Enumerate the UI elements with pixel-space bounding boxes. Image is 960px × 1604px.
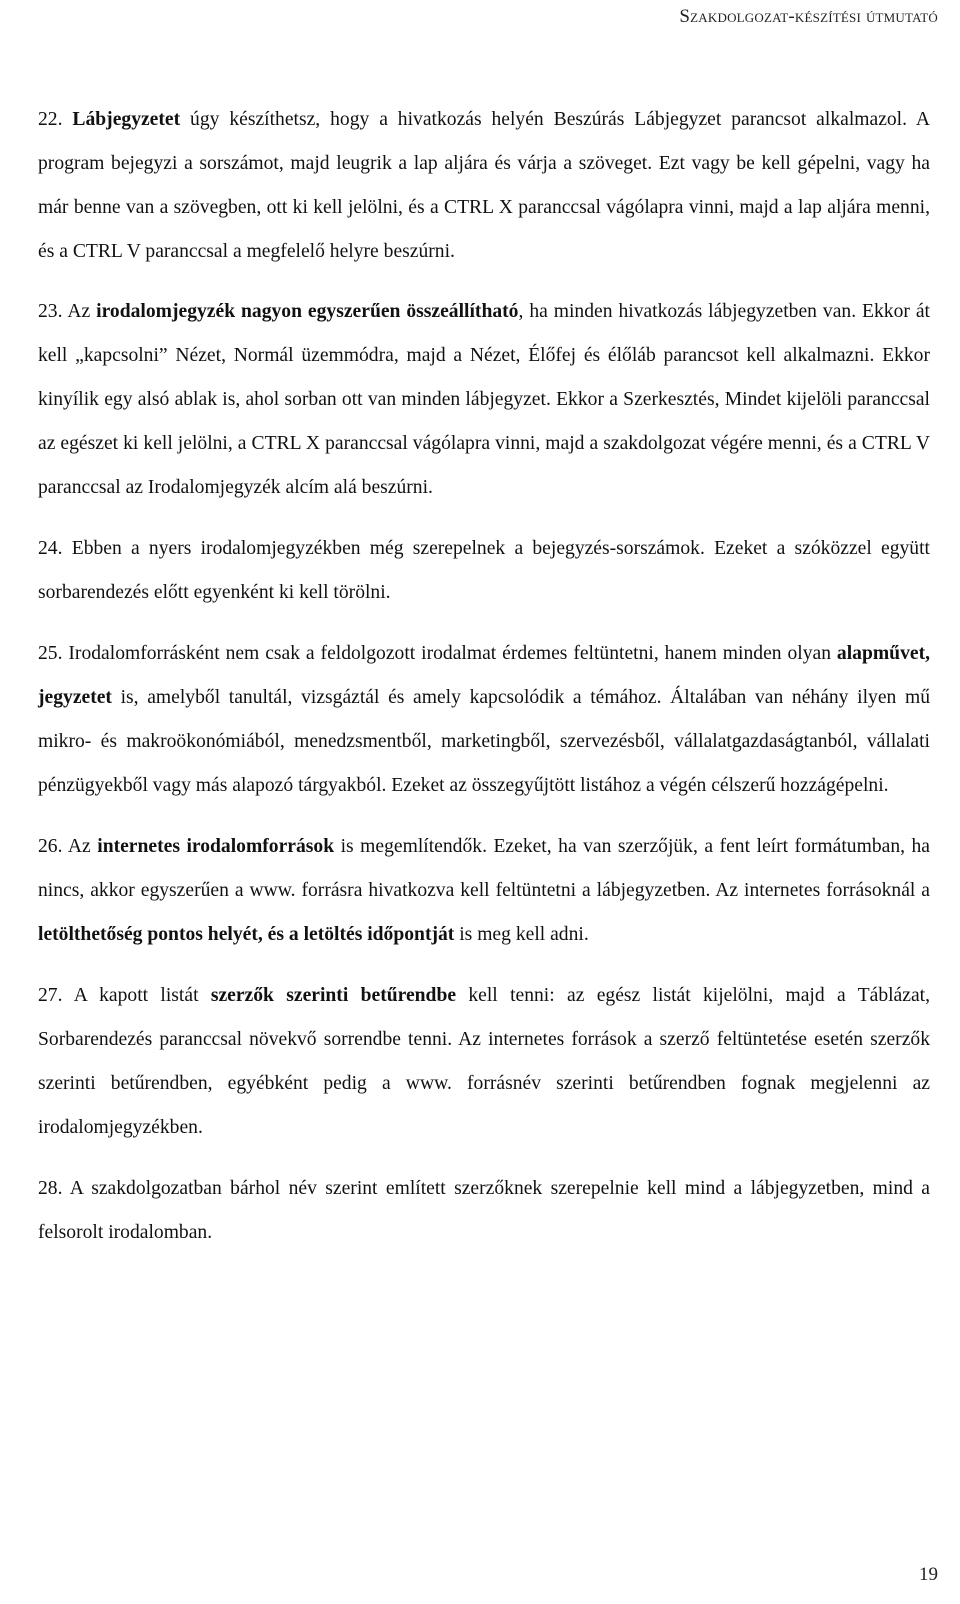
emphasis-text: Lábjegyzetet xyxy=(72,109,181,130)
list-item-text: is meg kell adni. xyxy=(454,924,589,945)
list-item-text: kell tenni: az egész listát kijelölni, majd a Táblázat, Sorbarendezés paranccsal növekvő sorrendbe tenni. Az internetes források a szerző feltüntetése esetén szerzők szerinti betűrendben, egyébként pedig a www. forrásnév szerinti betűrendben fognak megjelenni az irodalomjegyzékben. xyxy=(38,985,930,1138)
emphasis-text: alapművet, jegyzetet xyxy=(38,643,930,708)
page-number: 19 xyxy=(919,1564,938,1585)
list-item-text: 28. A szakdolgozatban bárhol név szerint említett szerzőknek szerepelnie kell mind a lábjegyzetben, mind a felsorolt irodalomban. xyxy=(38,1178,930,1243)
list-item-text: 27. A kapott listát xyxy=(38,985,211,1006)
list-item-text: , ha minden hivatkozás lábjegyzetben van. Ekkor át kell „kapcsolni” Nézet, Normál üzemmódra, majd a Nézet, Élőfej és élőláb parancsot kell alkalmazni. Ekkor kinyílik egy alsó ablak is, ahol sorban ott van minden lábjegyzet. Ekkor a Szerkesztés, Mindet kijelöli paranccsal az egészet ki kell jelölni, a CTRL X paranccsal vágólapra vinni, majd a szakdolgozat végére menni, és a CTRL V paranccsal az Irodalomjegyzék alcím alá beszúrni. xyxy=(38,301,930,498)
emphasis-text: internetes irodalomforrások xyxy=(97,836,335,857)
list-item-text: is megemlítendők. Ezeket, ha van szerzőjük, a fent leírt formátumban, ha nincs, akkor egyszerűen a www. forrásra hivatkozva kell feltüntetni a lábjegyzetben. Az internetes forrásoknál a xyxy=(38,836,930,901)
list-item xyxy=(38,632,930,808)
document-body xyxy=(38,98,930,1272)
list-item-text: is, amelyből tanultál, vizsgáztál és amely kapcsolódik a témához. Általában van néhány ilyen mű mikro- és makroökonómiából, menedzsmentből, marketingből, szervezésből, vállalatgazdaságtanból, vállalati pénzügyekből vagy más alapozó tárgyakból. Ezeket az összegyűjtött listához a végén célszerű hozzágépelni. xyxy=(38,687,930,796)
emphasis-text: szerzők szerinti betűrendbe xyxy=(210,985,457,1006)
emphasis-text: irodalomjegyzék nagyon egyszerűen összeállítható xyxy=(96,301,519,322)
list-item xyxy=(38,974,930,1150)
list-item-text: 22. xyxy=(38,109,73,130)
running-header: Szakdolgozat-készítési útmutató xyxy=(679,6,938,27)
list-item xyxy=(38,527,930,615)
list-item xyxy=(38,1167,930,1255)
emphasis-text: letölthetőség pontos helyét, és a letöltés időpontját xyxy=(38,924,455,945)
list-item xyxy=(38,290,930,510)
list-item xyxy=(38,98,930,274)
list-item-text: 26. Az xyxy=(38,836,98,857)
list-item xyxy=(38,825,930,957)
list-item-text: úgy készíthetsz, hogy a hivatkozás helyén Beszúrás Lábjegyzet parancsot alkalmazol. A program bejegyzi a sorszámot, majd leugrik a lap aljára és várja a szöveget. Ezt vagy be kell gépelni, vagy ha már benne van a szövegben, ott ki kell jelölni, és a CTRL X paranccsal vágólapra vinni, majd a lap aljára menni, és a CTRL V paranccsal a megfelelő helyre beszúrni. xyxy=(38,109,931,262)
list-item-text: 25. Irodalomforrásként nem csak a feldolgozott irodalmat érdemes feltüntetni, hanem minden olyan xyxy=(38,643,837,664)
list-item-text: 24. Ebben a nyers irodalomjegyzékben még szerepelnek a bejegyzés-sorszámok. Ezeket a szóközzel együtt sorbarendezés előtt egyenként ki kell törölni. xyxy=(38,538,930,603)
list-item-text: 23. Az xyxy=(38,301,97,322)
